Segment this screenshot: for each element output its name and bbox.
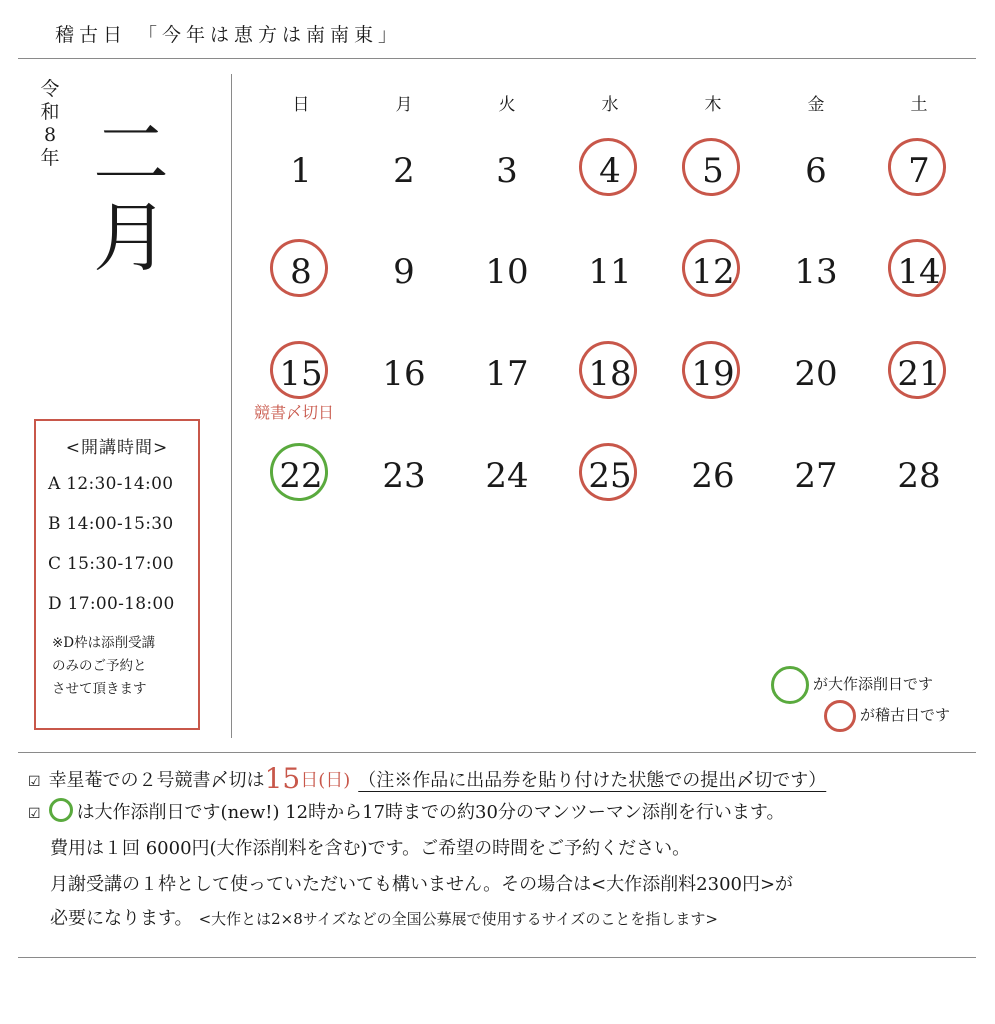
hours-note-line: のみのご予約と bbox=[52, 658, 147, 674]
hours-note-line: させて頂きます bbox=[52, 681, 147, 697]
bottom-divider bbox=[18, 957, 976, 958]
weekday-header: 水 bbox=[601, 95, 619, 115]
era-char: 8 bbox=[43, 124, 57, 146]
day-number: 22 bbox=[279, 456, 323, 496]
time-slot-c: C 15:30-17:00 bbox=[48, 554, 175, 574]
deadline-caution: （注※作品に出品券を貼り付けた状態での提出〆切です） bbox=[358, 770, 827, 791]
day-number: 26 bbox=[691, 456, 735, 496]
note-deadline: ☑ 幸星菴での２号競書〆切は15日(日) （注※作品に出品券を貼り付けた状態での提出〆切です） bbox=[28, 762, 827, 795]
day-number: 13 bbox=[794, 252, 838, 292]
day-number: 10 bbox=[485, 252, 529, 292]
calendar-day bbox=[364, 334, 444, 414]
calendar-day bbox=[776, 436, 856, 516]
day-number: 17 bbox=[485, 354, 529, 394]
hours-note bbox=[52, 632, 194, 701]
day-number: 1 bbox=[290, 151, 312, 191]
deadline-day: 15 bbox=[264, 762, 301, 795]
time-slot-d: D 17:00-18:00 bbox=[48, 594, 175, 614]
era-char: 年 bbox=[40, 147, 60, 169]
page-title: 稽古日 「今年は恵方は南南東」 bbox=[55, 24, 403, 46]
calendar-day bbox=[879, 334, 959, 414]
note-required: 必要になります。 <大作とは2×8サイズなどの全国公募展で使用するサイズのことを指します> bbox=[50, 908, 718, 929]
time-slot-b: B 14:00-15:30 bbox=[48, 514, 174, 534]
day-number: 11 bbox=[588, 252, 632, 292]
calendar-day bbox=[776, 232, 856, 312]
green-circle-icon bbox=[49, 798, 73, 822]
calendar-day bbox=[879, 131, 959, 211]
calendar-day bbox=[570, 334, 650, 414]
day-number: 18 bbox=[588, 354, 632, 394]
day-number: 24 bbox=[485, 456, 529, 496]
legend-green bbox=[771, 666, 933, 704]
day-number: 9 bbox=[393, 252, 415, 292]
month-char: 月 bbox=[93, 193, 169, 282]
deadline-label: 競書〆切日 bbox=[254, 403, 335, 422]
legend-green-text: が大作添削日です bbox=[813, 675, 934, 693]
note-taisaku: ☑ は大作添削日です(new!) 12時から17時までの約30分のマンツーマン添削を行います。 bbox=[28, 798, 784, 824]
weekday-header: 金 bbox=[807, 95, 825, 115]
day-number: 7 bbox=[908, 151, 930, 191]
checkbox-icon: ☑ bbox=[28, 806, 41, 822]
calendar-day bbox=[879, 436, 959, 516]
weekday-header: 木 bbox=[704, 95, 722, 115]
day-number: 16 bbox=[382, 354, 426, 394]
day-number: 27 bbox=[794, 456, 838, 496]
weekday-header: 土 bbox=[910, 95, 928, 115]
calendar-day bbox=[261, 131, 341, 211]
calendar-day bbox=[673, 436, 753, 516]
middle-divider bbox=[18, 752, 976, 753]
day-number: 21 bbox=[897, 354, 941, 394]
day-number: 12 bbox=[691, 252, 735, 292]
day-number: 25 bbox=[588, 456, 632, 496]
calendar-day bbox=[673, 232, 753, 312]
day-number: 14 bbox=[897, 252, 941, 292]
day-number: 4 bbox=[599, 151, 621, 191]
day-number: 15 bbox=[279, 354, 323, 394]
day-number: 5 bbox=[702, 151, 724, 191]
calendar-day bbox=[467, 334, 547, 414]
time-slot-a: A 12:30-14:00 bbox=[48, 474, 174, 494]
legend-red-text: が稽古日です bbox=[860, 706, 951, 724]
day-number: 19 bbox=[691, 354, 735, 394]
calendar-day bbox=[364, 436, 444, 516]
calendar-day bbox=[364, 232, 444, 312]
weekday-header: 火 bbox=[498, 95, 516, 115]
green-circle-icon bbox=[771, 666, 809, 704]
column-divider bbox=[231, 74, 232, 738]
red-circle-icon bbox=[824, 700, 856, 732]
calendar-day bbox=[776, 131, 856, 211]
day-number: 3 bbox=[496, 151, 518, 191]
calendar-day bbox=[261, 334, 341, 414]
calendar-day bbox=[261, 232, 341, 312]
day-number: 23 bbox=[382, 456, 426, 496]
calendar-day bbox=[570, 436, 650, 516]
calendar-day bbox=[467, 131, 547, 211]
day-number: 2 bbox=[393, 151, 415, 191]
calendar-day bbox=[570, 131, 650, 211]
era-label bbox=[38, 78, 62, 170]
month-char: 二 bbox=[93, 109, 169, 198]
day-number: 8 bbox=[290, 252, 312, 292]
calendar-day bbox=[261, 436, 341, 516]
era-char: 令 bbox=[40, 78, 60, 100]
calendar-day bbox=[879, 232, 959, 312]
top-divider bbox=[18, 58, 976, 59]
day-number: 6 bbox=[805, 151, 827, 191]
note-monthly: 月謝受講の１枠として使っていただいても構いません。その場合は<大作添削料2300円>が bbox=[50, 874, 794, 895]
era-char: 和 bbox=[40, 101, 60, 123]
day-number: 20 bbox=[794, 354, 838, 394]
calendar-day bbox=[570, 232, 650, 312]
hours-note-line: ※D枠は添削受講 bbox=[52, 635, 156, 651]
opening-hours-box bbox=[34, 419, 200, 730]
calendar-day bbox=[673, 131, 753, 211]
calendar-day bbox=[364, 131, 444, 211]
day-number: 28 bbox=[897, 456, 941, 496]
weekday-header: 日 bbox=[292, 95, 310, 115]
note-fee: 費用は１回 6000円(大作添削料を含む)です。ご希望の時間をご予約ください。 bbox=[50, 838, 691, 859]
weekday-header: 月 bbox=[395, 95, 413, 115]
calendar-day bbox=[467, 232, 547, 312]
opening-hours-title: <開講時間> bbox=[65, 438, 169, 458]
calendar-day bbox=[776, 334, 856, 414]
checkbox-icon: ☑ bbox=[28, 774, 41, 790]
legend-red bbox=[824, 700, 950, 732]
month-title bbox=[85, 109, 177, 282]
calendar-day bbox=[467, 436, 547, 516]
calendar-day bbox=[673, 334, 753, 414]
